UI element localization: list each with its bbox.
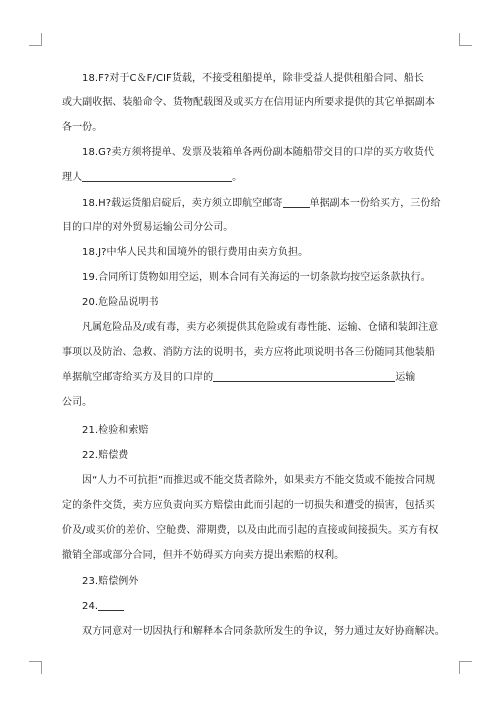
clause-18h-text-b: 单据副本一份给买方，三份给 xyxy=(309,198,441,209)
heading-23: 23.赔偿例外 xyxy=(82,576,139,587)
clause-18g-line-1: 18.G?卖方须将提单、发票及装箱单各两份副本随船带交目的口岸的买方收货代 xyxy=(82,147,434,158)
heading-22: 22.赔偿费 xyxy=(82,450,129,461)
heading-24-number: 24. xyxy=(82,601,99,612)
crop-mark-top-right xyxy=(459,33,472,46)
clause-18h-line-2: 目的口岸的对外贸易运输公司分公司。 xyxy=(62,222,234,233)
clause-22-line-2: 定的条件交货，卖方应负责向买方赔偿由此而引起的一切损失和遭受的损害，包括买 xyxy=(62,500,435,511)
clause-20-line-1: 凡属危险品及/或有毒，卖方必须提供其危险或有毒性能、运输、仓储和装卸注意 xyxy=(82,322,439,333)
clause-20-line-2: 事项以及防治、急救、消防方法的说明书，卖方应将此项说明书各三份随同其他装船 xyxy=(62,347,435,358)
crop-mark-top-left xyxy=(29,33,42,46)
crop-mark-bottom-left xyxy=(29,661,42,674)
clause-22-line-4: 撤销全部或部分合同，但并不妨碍买方向卖方提出索赔的权利。 xyxy=(62,550,345,561)
clause-20-line-4: 公司。 xyxy=(62,397,93,408)
clause-18j: 18.J?中华人民共和国境外的银行费用由卖方负担。 xyxy=(82,247,309,258)
clause-18g-period: 。 xyxy=(232,172,243,183)
clause-18g-text: 理人 xyxy=(62,172,83,183)
blank-transport-company xyxy=(213,371,395,382)
clause-18f-line-1: 18.F?对于C＆F/CIF货载，不接受租船提单，除非受益人提供租船合同、船长 xyxy=(82,73,424,84)
clause-24-text: 双方同意对一切因执行和解释本合同条款所发生的争议，努力通过友好协商解决。 xyxy=(82,626,445,637)
clause-18f-line-2: 或大副收据、装船命令、货物配载图及或买方在信用证内所要求提供的其它单据副本 xyxy=(62,97,435,108)
clause-18f-line-3: 各一份。 xyxy=(62,122,103,133)
blank-heading-24 xyxy=(98,600,124,611)
clause-18g-line-2 xyxy=(62,171,242,185)
blank-document-count xyxy=(283,197,310,208)
heading-20: 20.危险品说明书 xyxy=(82,297,159,308)
clause-18h-line-1 xyxy=(62,197,441,211)
crop-mark-bottom-right xyxy=(459,661,472,674)
clause-20-text-b: 运输 xyxy=(395,372,416,383)
clause-22-line-3: 价及/或买价的差价、空舱费、滞期费，以及由此而引起的直接或间接损失。买方有权 xyxy=(62,525,439,536)
heading-21: 21.检验和索赔 xyxy=(82,425,149,436)
clause-20-line-3 xyxy=(62,371,415,385)
clause-20-text-a: 单据航空邮寄给买方及目的口岸的 xyxy=(62,372,214,383)
clause-22-line-1: 因“人力不可抗拒”而推迟或不能交货者除外，如果卖方不能交货或不能按合同规 xyxy=(82,475,436,486)
clause-19: 19.合同所订货物如用空运，则本合同有关海运的一切条款均按空运条款执行。 xyxy=(82,272,431,283)
heading-24 xyxy=(62,600,124,614)
clause-18h-text-a: 18.H?载运货船启碇后，卖方须立即航空邮寄 xyxy=(82,198,283,209)
blank-agent-name xyxy=(82,171,232,182)
